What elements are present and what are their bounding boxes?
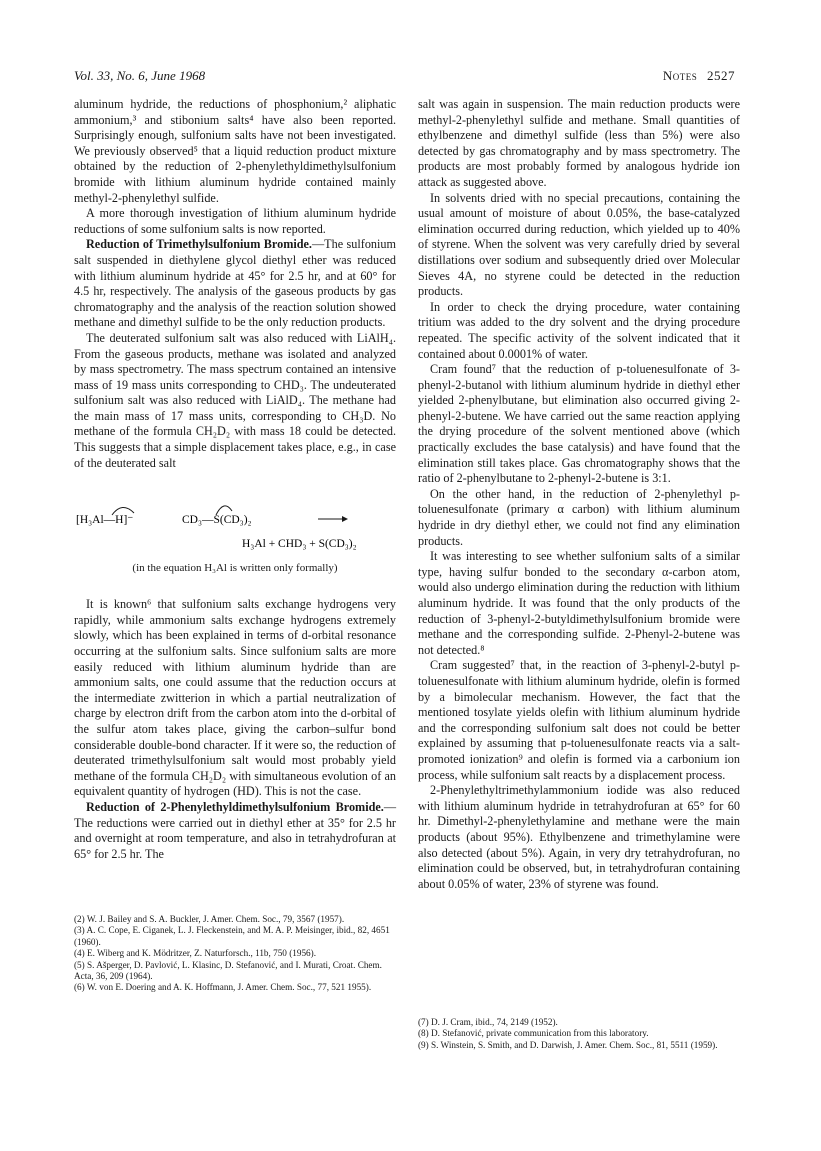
page-number: 2527 (707, 68, 735, 83)
paragraph: Cram suggested⁷ that, in the reaction of 3-phenyl-2-butyl p-toluenesulfonate with lithium aluminum hydride, olefin is formed by a bimolecular mechanism. However, the fact that the mentioned tosylate yields olefin with lithium aluminum hydride and the corresponding sulfonium salt does not could be better explained by assuming that p-toluenesulfonate reacts via a salt-promoted ionization⁹ and olefin is formed via a carbonium ion process, while sulfonium salt reacts by a displacement process. (418, 658, 740, 782)
section-label: Notes (662, 68, 698, 83)
page-header (663, 68, 735, 84)
paragraph: 2-Phenylethyltrimethylammonium iodide was also reduced with lithium aluminum hydride in tetrahydrofuran at 65° for 60 hr. Dimethyl-2-phenylethylamine and methane were the main products (about 95%). Ethylbenzene and trimethylamine were also detected (about 5%). Again, in very dry tetrahydrofuran, no elimination could be observed, but, in tetrahydrofuran containing about 0.05% of water, 23% of styrene was found. (418, 783, 740, 891)
footnote: (3) A. C. Cope, E. Ciganek, L. J. Fleckenstein, and M. A. P. Meisinger, ibid., 82, 4651 (1960). (74, 925, 390, 947)
section-heading: Reduction of 2-Phenylethyldimethylsulfonium Bromide. (86, 799, 384, 814)
paragraph-body: —The sulfonium salt suspended in diethylene glycol diethyl ether was reduced with lithium aluminum hydride at 45° for 2.5 hr, and at 60° for 4.5 hr, respectively. The analysis of the gaseous products by gas chromatography and the analysis of the reaction solution showed methane and dimethyl sulfide to be the only reduction products. (74, 237, 396, 330)
footnote: (2) W. J. Bailey and S. A. Buckler, J. Amer. Chem. Soc., 79, 3567 (1957). (74, 914, 345, 924)
paragraph: salt was again in suspension. The main reduction products were methyl-2-phenylethyl sulfide and methane. Small quantities of ethylbenzene and dimethyl sulfide (less than 5%) were also detected by gas chromatography and by mass spectrometry. The products are most probably formed by analogous hydride ion attack as suggested above. (418, 97, 740, 189)
paragraph: In solvents dried with no special precautions, containing the usual amount of moisture of about 0.05%, the base-catalyzed elimination occurred during reduction, which yielded up to 40% of styrene. When the solvent was very carefully dried by several distillations over sodium and subsequently dried over Molecular Sieves 4A, no styrene could be detected in the reduction products. (418, 190, 740, 299)
footnote: (9) S. Winstein, S. Smith, and D. Darwish, J. Amer. Chem. Soc., 81, 5511 (1959). (418, 1039, 718, 1050)
products: H₃Al + CHD₃ + S(CD₃)₂ (242, 538, 357, 551)
footnotes-left (74, 914, 396, 994)
reaction-equation (74, 497, 396, 575)
paragraph: Cram found⁷ that the reduction of p-toluenesulfonate of 3-phenyl-2-butanol with lithium aluminum hydride in diethyl ether yielded 2-phenylbutane, but elimination also occurred giving 2-phenyl-2-butene. We have carried out the same reaction applying the drying procedure of the solvent mentioned above (which practically excludes the base catalysis) and have found that the elimination still takes place. Gas chromatography shows that the ratio of 2-phenylbutane to 2-phenyl-2-butene is 3:1. (418, 362, 740, 486)
left-column (74, 97, 396, 862)
paragraph-body: —The reductions were carried out in diethyl ether at 35° for 2.5 hr and overnight at room temperature, and also in tetrahydrofuran at 65° for 2.5 hr. The (74, 799, 396, 861)
right-column (418, 97, 740, 892)
footnote: (5) S. Ašperger, D. Pavlović, L. Klasinc, D. Stefanović, and I. Murati, Croat. Chem. Acta, 36, 209 (1964). (74, 959, 382, 982)
arrowhead-icon (342, 516, 348, 522)
footnote: (6) W. von E. Doering and A. K. Hoffmann, J. Amer. Chem. Soc., 77, 521 1955). (74, 982, 372, 993)
paragraph (74, 800, 396, 862)
footnote: (8) D. Stefanović, private communication from this laboratory. (418, 1028, 649, 1039)
paragraph: On the other hand, in the reduction of 2-phenylethyl p-toluenesulfonate (primary α carbon) with lithium aluminum hydride in dry diethyl ether, we could not find any elimination products. (418, 486, 740, 548)
left-reactant: [H₃Al—H]⁻ (76, 514, 134, 527)
paragraph: In order to check the drying procedure, water containing tritium was added to the dry solvent and the drying procedure repeated. The specific activity of the solvent indicated that it contained about 0.0001% of water. (418, 299, 740, 361)
footnotes-right (418, 1017, 740, 1051)
footnote: (4) E. Wiberg and K. Mödritzer, Z. Naturforsch., 11b, 750 (1956). (74, 948, 316, 959)
equation-caption: (in the equation H₃Al is written only formally) (132, 562, 338, 575)
paragraph: It is known⁶ that sulfonium salts exchange hydrogens very rapidly, while ammonium salts exchange hydrogens extremely slowly, which has been explained in terms of d-orbital resonance occurring at the sulfonium salts. Since sulfonium salts are more easily reduced with lithium aluminum hydride than are ammonium salts, one could assume that the reduction occurs at the intermediate zwitterion in which a partial neutralization of charge by electron drift from the carbon atom into the d-orbital of the sulfur atom takes place, giving the carbon–sulfur bond considerable double-bond character. If it were so, the reduction of deuterated trimethylsulfonium salt would most probably yield methane of the formula CH₂D₂ with simultaneous evolution of an equivalent quantity of hydrogen (HD). This is not the case. (74, 597, 396, 799)
footnote: (7) D. J. Cram, ibid., 74, 2149 (1952). (418, 1017, 558, 1027)
paragraph: A more thorough investigation of lithium aluminum hydride reductions of some sulfonium salts is now reported. (74, 206, 396, 236)
middle-reactant: CD₃—S(CD₃)₂ (182, 514, 252, 527)
reaction-diagram (74, 497, 396, 557)
paragraph: It was interesting to see whether sulfonium salts of a similar type, having sulfur bonded to the secondary α-carbon atom, would also undergo elimination during the reduction with lithium aluminum hydride. It was found that the only products of the reduction of 3-phenyl-2-butyldimethylsulfonium bromide were methane and the corresponding sulfide. 2-Phenyl-2-butene was not detected.⁸ (418, 549, 740, 657)
section-heading: Reduction of Trimethylsulfonium Bromide. (86, 237, 312, 252)
paragraph: aluminum hydride, the reductions of phosphonium,² aliphatic ammonium,³ and stibonium salts⁴ have also been reported. Surprisingly enough, sulfonium salts have not been investigated. We previously observed⁵ that a liquid reduction product mixture obtained by the reduction of 2-phenylethyldimethylsulfonium bromide with lithium aluminum hydride contained mainly methyl-2-phenylethyl sulfide. (74, 97, 396, 205)
journal-header: Vol. 33, No. 6, June 1968 (74, 68, 206, 83)
paragraph: The deuterated sulfonium salt was also reduced with LiAlH₄. From the gaseous products, methane was isolated and analyzed by mass spectrometry. The mass spectrum contained an intensive mass of 19 mass units corresponding to CHD₃. The undeuterated sulfonium salt was also reduced with LiAlD₄. The methane had the main mass of 17 mass units, corresponding to CH₃D. No methane of the formula CH₂D₂ with mass 18 could be detected. This suggests that a simple displacement takes place, e.g., in case of the deuterated salt (74, 330, 396, 470)
paragraph (74, 237, 396, 331)
